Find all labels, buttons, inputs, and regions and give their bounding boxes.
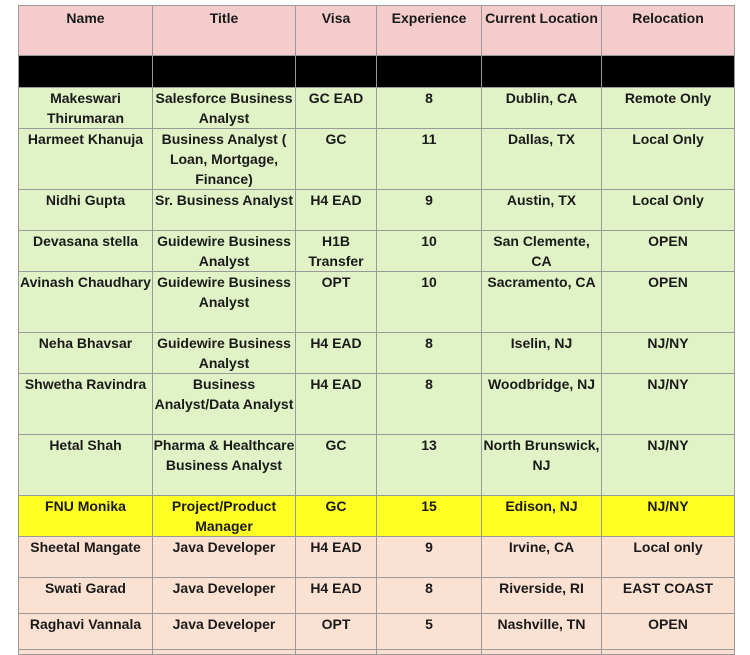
cell-name: Hetal Shah	[19, 435, 153, 496]
cell-visa: OPT	[296, 272, 377, 333]
divider-cell	[377, 56, 482, 88]
cell-visa: OPT	[296, 614, 377, 650]
cell-name: Sheetal Mangate	[19, 537, 153, 578]
table-row	[19, 272, 735, 333]
cell-title: Project/Product Manager	[153, 496, 296, 537]
cell-visa: H4 EAD	[296, 333, 377, 374]
cell-name: Avinash Chaudhary	[19, 272, 153, 333]
divider-cell	[153, 56, 296, 88]
cell-location: Woodbridge, NJ	[482, 374, 602, 435]
header-current-location: Current Location	[482, 6, 602, 56]
cell-experience: 8	[377, 333, 482, 374]
cell-name: Shwetha Ravindra	[19, 374, 153, 435]
header-experience: Experience	[377, 6, 482, 56]
cell-visa: GC EAD	[296, 88, 377, 129]
header-row	[19, 6, 735, 56]
table-row	[19, 435, 735, 496]
cell-relocation: EAST COAST	[602, 578, 735, 614]
cell-title: Guidewire Business Analyst	[153, 231, 296, 272]
cell-location: San Clemente, CA	[482, 231, 602, 272]
header-title: Title	[153, 6, 296, 56]
cell-name: Devasana stella	[19, 231, 153, 272]
cell-location: Irvine, CA	[482, 537, 602, 578]
table-row-partial	[19, 650, 735, 655]
cell-location: Austin, TX	[482, 190, 602, 231]
cell-name: Nidhi Gupta	[19, 190, 153, 231]
divider-cell	[19, 56, 153, 88]
candidate-table	[18, 5, 735, 655]
cell-experience: 10	[377, 231, 482, 272]
cell-visa: H4 EAD	[296, 374, 377, 435]
cell-empty	[19, 650, 153, 655]
cell-name: Swati Garad	[19, 578, 153, 614]
cell-visa: GC	[296, 435, 377, 496]
cell-visa: H4 EAD	[296, 537, 377, 578]
cell-title: Java Developer	[153, 578, 296, 614]
cell-location: Edison, NJ	[482, 496, 602, 537]
cell-experience: 11	[377, 129, 482, 190]
table-row	[19, 231, 735, 272]
table-row	[19, 190, 735, 231]
cell-experience: 10	[377, 272, 482, 333]
cell-relocation: OPEN	[602, 231, 735, 272]
cell-location: Riverside, RI	[482, 578, 602, 614]
cell-location: Dallas, TX	[482, 129, 602, 190]
cell-experience: 13	[377, 435, 482, 496]
cell-title: Salesforce Business Analyst	[153, 88, 296, 129]
cell-title: Java Developer	[153, 614, 296, 650]
cell-relocation: Local only	[602, 537, 735, 578]
cell-visa: H1B Transfer	[296, 231, 377, 272]
cell-experience: 9	[377, 190, 482, 231]
cell-relocation: Remote Only	[602, 88, 735, 129]
cell-title: Business Analyst ( Loan, Mortgage, Finance)	[153, 129, 296, 190]
cell-relocation: OPEN	[602, 272, 735, 333]
table-row	[19, 496, 735, 537]
cell-title: Guidewire Business Analyst	[153, 272, 296, 333]
cell-relocation: Local Only	[602, 190, 735, 231]
cell-title: Java Developer	[153, 537, 296, 578]
cell-title: Sr. Business Analyst	[153, 190, 296, 231]
table-row	[19, 374, 735, 435]
cell-name: Neha Bhavsar	[19, 333, 153, 374]
cell-title: Pharma & Healthcare Business Analyst	[153, 435, 296, 496]
header-relocation: Relocation	[602, 6, 735, 56]
cell-relocation: Local Only	[602, 129, 735, 190]
cell-experience: 15	[377, 496, 482, 537]
cell-location: Sacramento, CA	[482, 272, 602, 333]
cell-empty	[602, 650, 735, 655]
table-row	[19, 88, 735, 129]
cell-experience: 5	[377, 614, 482, 650]
table-row	[19, 578, 735, 614]
cell-title: Business Analyst/Data Analyst	[153, 374, 296, 435]
cell-experience: 8	[377, 578, 482, 614]
cell-relocation: NJ/NY	[602, 333, 735, 374]
cell-visa: H4 EAD	[296, 578, 377, 614]
cell-relocation: NJ/NY	[602, 496, 735, 537]
cell-name: Makeswari Thirumaran	[19, 88, 153, 129]
cell-relocation: NJ/NY	[602, 374, 735, 435]
cell-visa: GC	[296, 496, 377, 537]
table-row	[19, 537, 735, 578]
cell-empty	[377, 650, 482, 655]
cell-relocation: NJ/NY	[602, 435, 735, 496]
cell-location: North Brunswick, NJ	[482, 435, 602, 496]
table-row	[19, 333, 735, 374]
cell-empty	[296, 650, 377, 655]
cell-experience: 8	[377, 374, 482, 435]
cell-name: Raghavi Vannala	[19, 614, 153, 650]
cell-name: FNU Monika	[19, 496, 153, 537]
table-row	[19, 614, 735, 650]
header-name: Name	[19, 6, 153, 56]
cell-location: Dublin, CA	[482, 88, 602, 129]
cell-location: Iselin, NJ	[482, 333, 602, 374]
divider-cell	[602, 56, 735, 88]
cell-experience: 8	[377, 88, 482, 129]
table-row	[19, 129, 735, 190]
divider-cell	[296, 56, 377, 88]
cell-empty	[153, 650, 296, 655]
cell-name: Harmeet Khanuja	[19, 129, 153, 190]
cell-title: Guidewire Business Analyst	[153, 333, 296, 374]
header-visa: Visa	[296, 6, 377, 56]
cell-empty	[482, 650, 602, 655]
cell-location: Nashville, TN	[482, 614, 602, 650]
section-divider-row	[19, 56, 735, 88]
cell-visa: H4 EAD	[296, 190, 377, 231]
cell-visa: GC	[296, 129, 377, 190]
divider-cell	[482, 56, 602, 88]
cell-relocation: OPEN	[602, 614, 735, 650]
cell-experience: 9	[377, 537, 482, 578]
